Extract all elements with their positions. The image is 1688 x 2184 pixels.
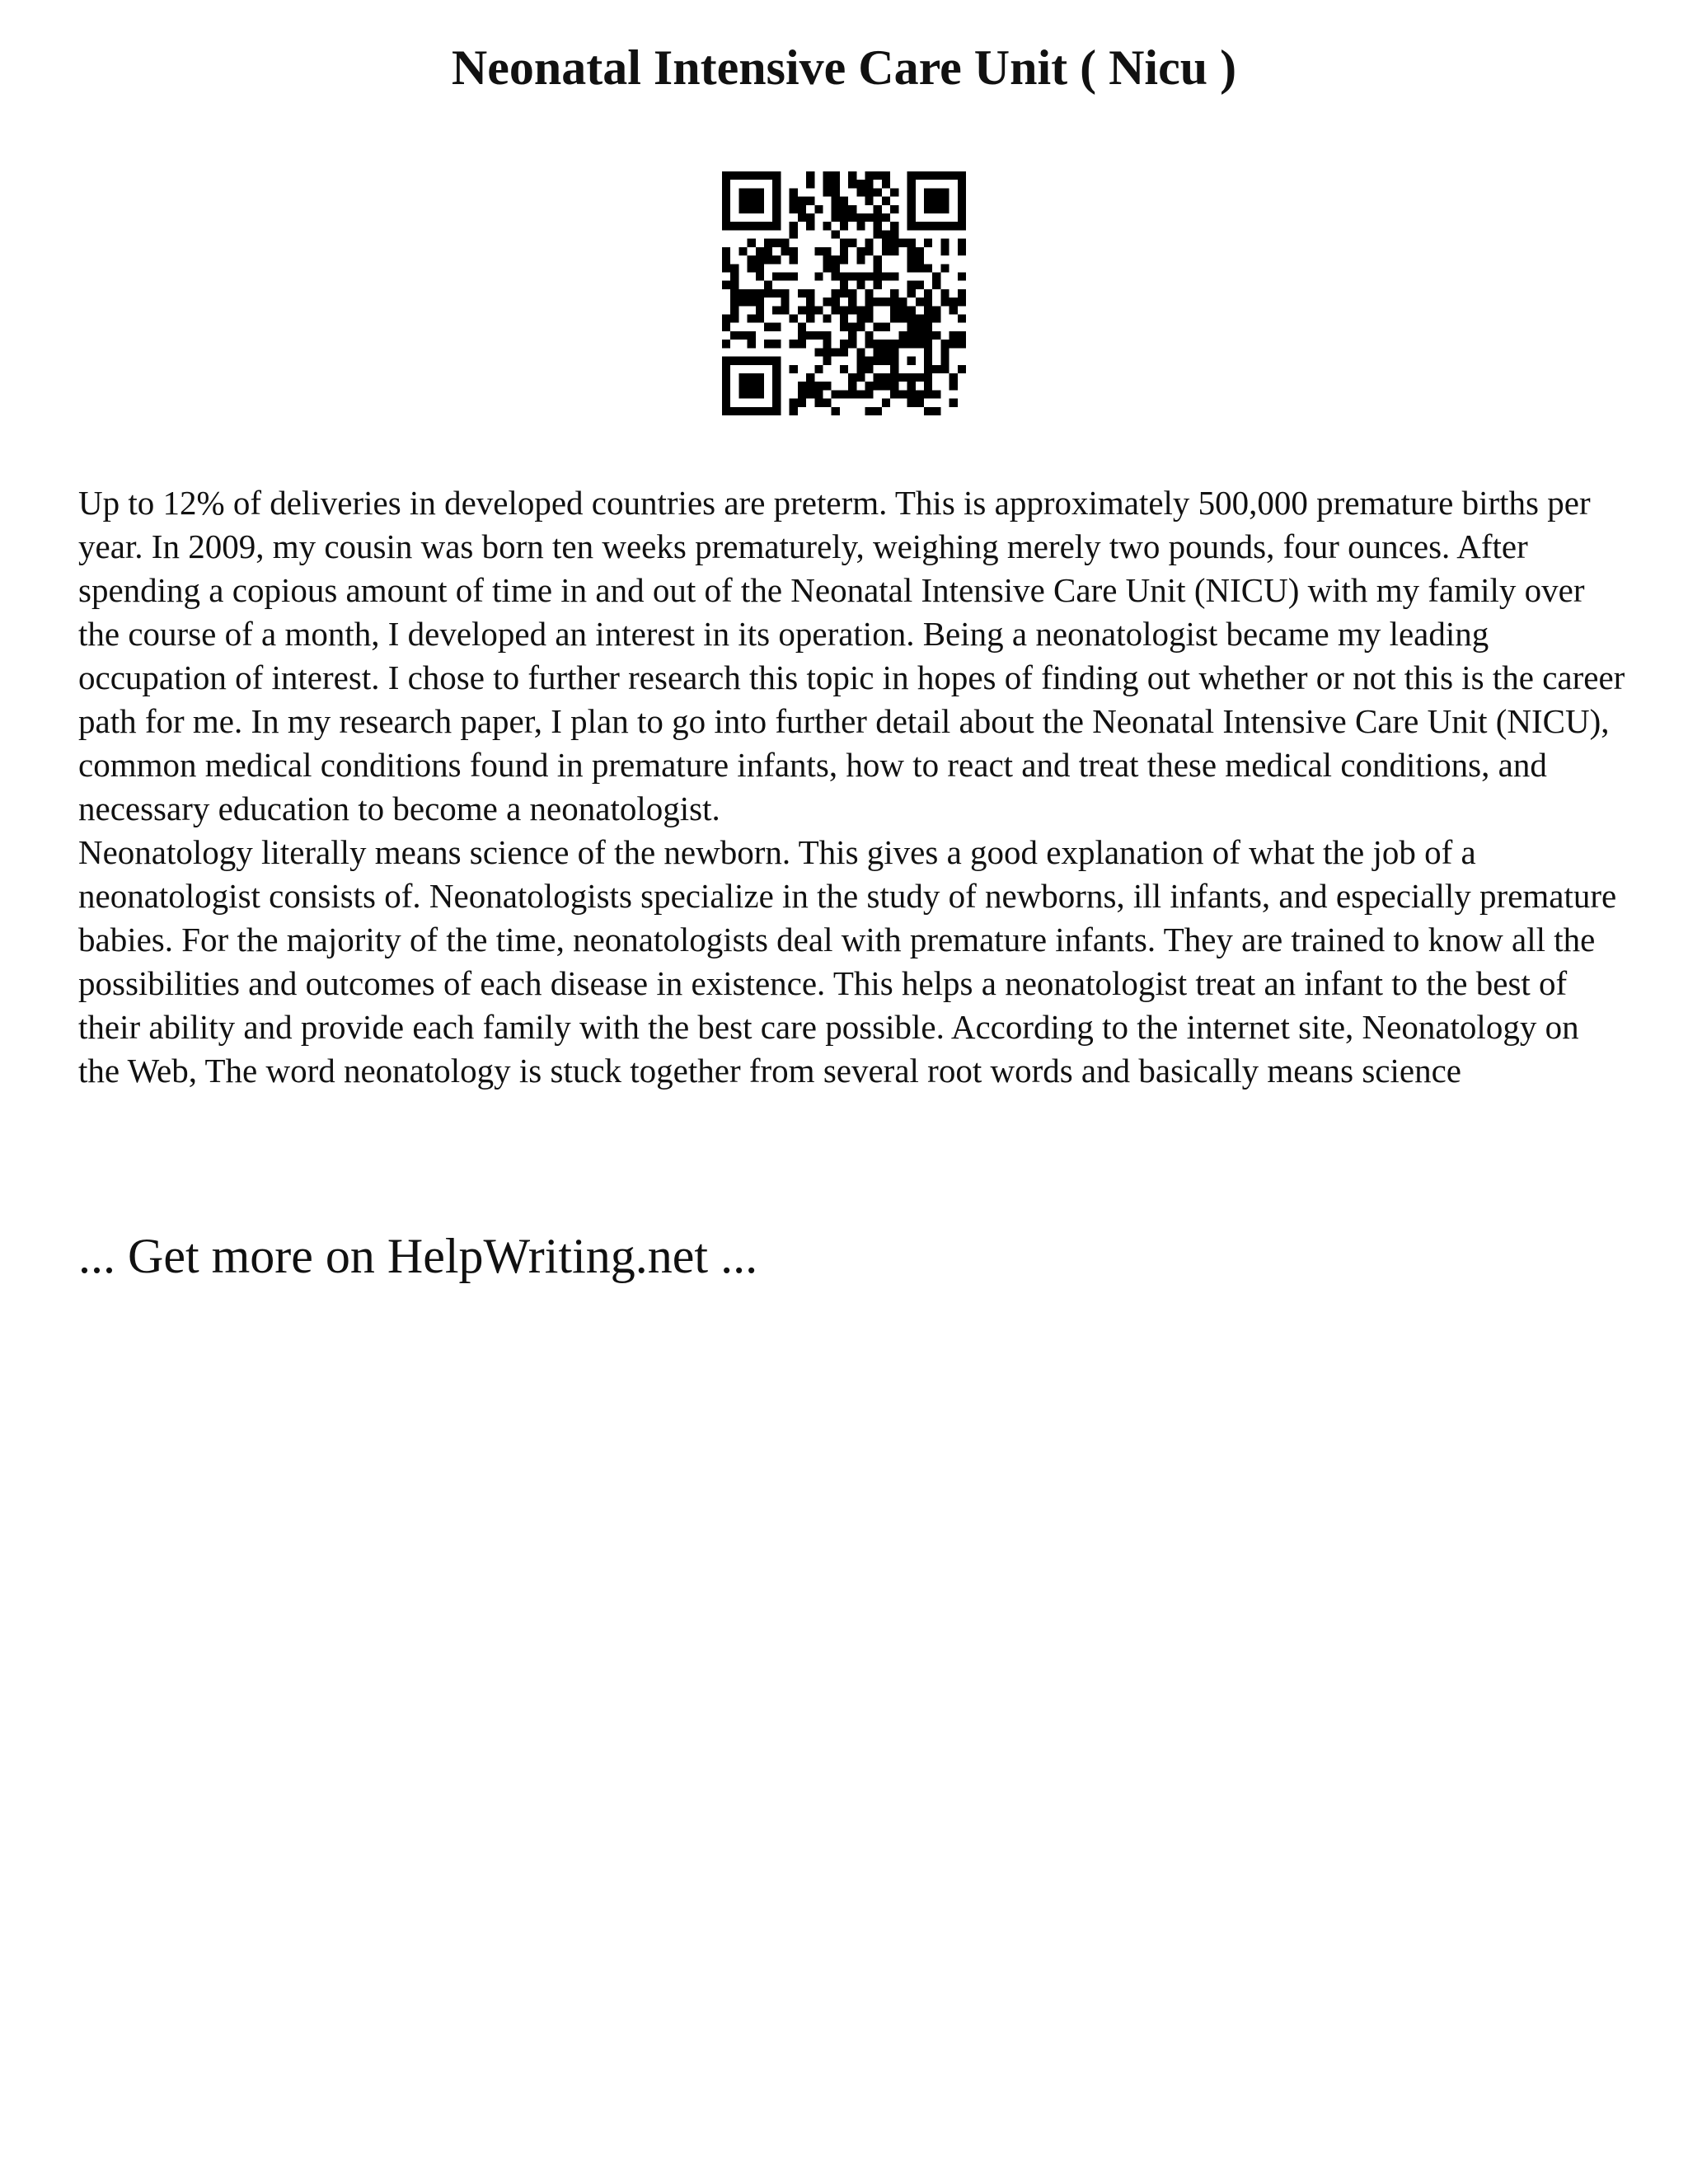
paragraph-intro: Up to 12% of deliveries in developed countries are preterm. This is approximately 500,000 premature births per year. In 2009, my cousin was born ten weeks prematurely, weighing merely two pounds, four ounces. After spending a copious amount of time in and out of the Neonatal Intensive Care Unit (NICU) with my family over the course of a month, I developed an interest in its operation. Being a neonatologist became my leading occupation of interest. I chose to further research this topic in hopes of finding out whether or not this is the career path for me. In my research paper, I plan to go into further detail about the Neonatal Intensive Care Unit (NICU), common medical conditions found in premature infants, how to react and treat these medical conditions, and necessary education to become a neonatologist. <box>78 484 1625 827</box>
page-title: Neonatal Intensive Care Unit ( Nicu ) <box>451 40 1237 95</box>
qr-code-icon <box>722 171 966 415</box>
paragraph-neonatology: Neonatology literally means science of the newborn. This gives a good explanation of what the job of a neonatologist consists of. Neonatologists specialize in the study of newborns, ill infants, and especially premature babies. For the majority of the time, neonatologists deal with premature infants. They are trained to know all the possibilities and outcomes of each disease in existence. This helps a neonatologist treat an infant to the best of their ability and provide each family with the best care possible. According to the internet site, Neonatology on the Web, The word neonatology is stuck together from several root words and basically means science <box>78 833 1617 1090</box>
get-more-link[interactable]: ... Get more on HelpWriting.net ... <box>78 1229 758 1283</box>
body-text <box>78 481 1628 1093</box>
qr-code-graphic <box>722 171 966 415</box>
